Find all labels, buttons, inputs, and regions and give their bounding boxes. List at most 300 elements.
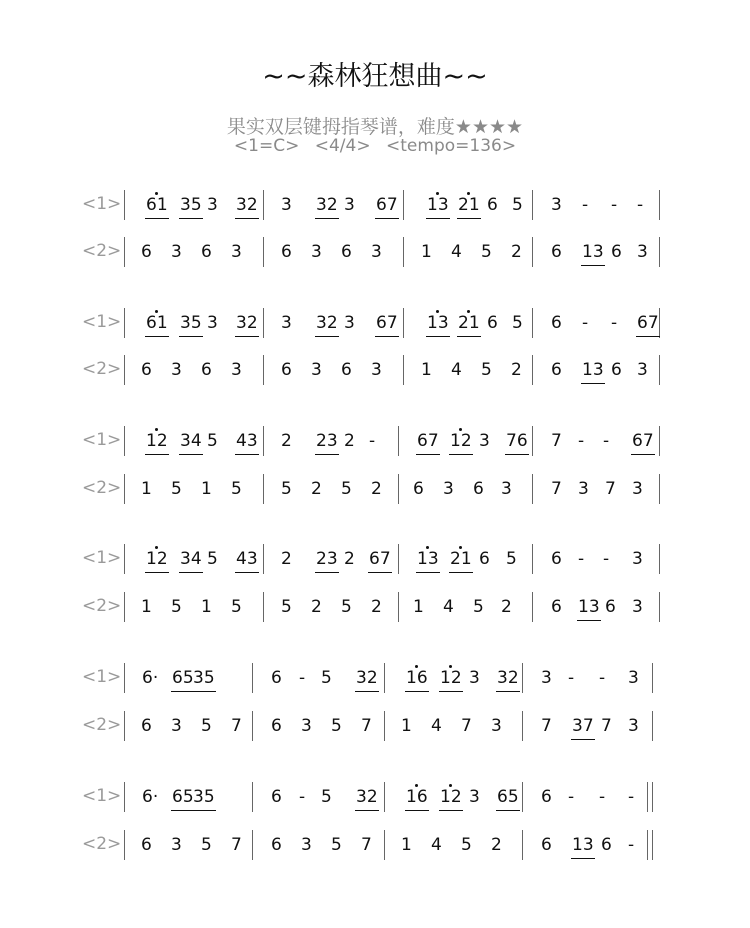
note-group: 2 <box>311 597 322 617</box>
note-group: 3 <box>301 835 312 855</box>
barline <box>263 426 264 456</box>
note-group: 3 <box>171 835 182 855</box>
time-signature: <4/4> <box>314 136 371 156</box>
voice-label: <1> <box>82 548 122 568</box>
staff-line-voice-1 <box>0 190 750 220</box>
voice-label: <1> <box>82 667 122 687</box>
beam-underline <box>405 691 429 692</box>
note-group: - <box>637 195 644 215</box>
note-group: 7 <box>551 479 562 499</box>
beam-underline <box>496 691 520 692</box>
note-group: 6 <box>141 360 152 380</box>
beam-underline <box>192 691 216 692</box>
octave-dot <box>436 310 439 313</box>
note-group: 12 <box>440 788 462 806</box>
octave-dot <box>459 546 462 549</box>
note-group: 16 <box>406 669 428 687</box>
octave-dot <box>467 192 470 195</box>
barline <box>252 830 253 860</box>
note-group: 3 <box>207 195 218 215</box>
note-group: 7 <box>361 835 372 855</box>
note-group: 4 <box>443 597 454 617</box>
barline <box>263 544 264 574</box>
beam-underline <box>368 572 392 573</box>
note-group: 13 <box>427 314 449 332</box>
barline <box>124 830 125 860</box>
barline <box>384 830 385 860</box>
note-group: 5 <box>341 479 352 499</box>
barline <box>124 355 125 385</box>
barline <box>659 308 660 338</box>
barline <box>124 782 125 812</box>
beam-underline <box>315 218 339 219</box>
barline <box>403 237 404 267</box>
barline <box>124 308 125 338</box>
note-group: 6 <box>551 549 562 569</box>
note-group: 67 <box>417 432 439 450</box>
note-group: 2 <box>511 242 522 262</box>
beam-underline <box>457 218 481 219</box>
note-group: 6 <box>551 597 562 617</box>
note-group: 1 <box>421 242 432 262</box>
note-group: 32 <box>356 669 378 687</box>
note-group: 1 <box>141 479 152 499</box>
note-group: 35 <box>193 788 215 806</box>
note-group: 5 <box>231 479 242 499</box>
note-group: 6 <box>281 360 292 380</box>
note-group: 6 <box>479 549 490 569</box>
note-group: 34 <box>180 432 202 450</box>
note-group: 6 <box>271 787 282 807</box>
note-group: 3 <box>171 716 182 736</box>
note-group: - <box>599 787 606 807</box>
note-group: 6 <box>201 242 212 262</box>
barline <box>252 782 253 812</box>
note-group: - <box>578 549 585 569</box>
note-group: 2 <box>491 835 502 855</box>
octave-dot <box>449 784 452 787</box>
note-group: 6 <box>271 716 282 736</box>
note-group: - <box>628 787 635 807</box>
note-group: 2 <box>344 431 355 451</box>
voice-label: <2> <box>82 596 122 616</box>
beam-underline <box>179 572 203 573</box>
note-group: 6 <box>611 360 622 380</box>
barline <box>124 711 125 741</box>
note-group: 3 <box>344 313 355 333</box>
voice-label: <1> <box>82 786 122 806</box>
staff-line-voice-1 <box>0 308 750 338</box>
note-group: 5 <box>321 668 332 688</box>
barline <box>659 237 660 267</box>
barline <box>398 474 399 504</box>
barline <box>532 592 533 622</box>
octave-dot <box>426 546 429 549</box>
note-group: 3 <box>281 313 292 333</box>
beam-underline <box>192 810 216 811</box>
note-group: 4 <box>451 360 462 380</box>
beam-underline <box>179 454 203 455</box>
note-group: 2 <box>311 479 322 499</box>
note-group: 6 <box>141 242 152 262</box>
staff-line-voice-1 <box>0 782 750 812</box>
note-group: 1 <box>401 716 412 736</box>
staff-line-voice-2 <box>0 711 750 741</box>
note-group: 4 <box>431 716 442 736</box>
beam-underline <box>315 572 339 573</box>
beam-underline <box>449 572 473 573</box>
beam-underline <box>145 218 169 219</box>
note-group: 35 <box>180 196 202 214</box>
barline <box>384 711 385 741</box>
barline <box>659 426 660 456</box>
note-group: 67 <box>637 314 659 332</box>
note-group: 3 <box>551 195 562 215</box>
note-group: 32 <box>236 314 258 332</box>
note-group: 5 <box>201 835 212 855</box>
beam-underline <box>179 336 203 337</box>
note-group: 37 <box>572 717 594 735</box>
barline <box>532 474 533 504</box>
beam-underline <box>581 265 605 266</box>
note-group: 2 <box>371 479 382 499</box>
note-group: 61 <box>146 314 168 332</box>
note-group: 3 <box>443 479 454 499</box>
note-group: 6 <box>487 313 498 333</box>
voice-label: <1> <box>82 194 122 214</box>
note-group: 3 <box>344 195 355 215</box>
beam-underline <box>145 336 169 337</box>
note-group: 3 <box>632 479 643 499</box>
note-group: 32 <box>316 196 338 214</box>
note-group: 67 <box>369 550 391 568</box>
song-title: ~~森林狂想曲~~ <box>262 61 488 92</box>
note-group: 2 <box>511 360 522 380</box>
note-group: 7 <box>461 716 472 736</box>
note-group: 67 <box>632 432 654 450</box>
note-group: 5 <box>331 835 342 855</box>
barline <box>652 830 653 860</box>
note-group: 3 <box>628 716 639 736</box>
note-group: - <box>603 549 610 569</box>
note-group: - <box>299 787 306 807</box>
barline <box>652 782 653 812</box>
barline <box>124 474 125 504</box>
note-group: - <box>603 431 610 451</box>
note-group: 3 <box>171 360 182 380</box>
beam-underline <box>505 454 529 455</box>
barline <box>263 592 264 622</box>
note-group: 16 <box>406 788 428 806</box>
note-group: 5 <box>506 549 517 569</box>
note-group: 5 <box>341 597 352 617</box>
barline <box>384 782 385 812</box>
note-group: 3 <box>281 195 292 215</box>
staff-line-voice-2 <box>0 237 750 267</box>
note-group: 3 <box>301 716 312 736</box>
barline <box>532 190 533 220</box>
note-group: 6· <box>142 787 159 807</box>
note-group: 5 <box>461 835 472 855</box>
song-subtitle: 果实双层键拇指琴谱，难度★★★★ <box>226 116 524 138</box>
note-group: 6 <box>605 597 616 617</box>
note-group: 65 <box>172 669 194 687</box>
note-group: 32 <box>497 669 519 687</box>
voice-label: <2> <box>82 359 122 379</box>
note-group: 3 <box>231 242 242 262</box>
note-group: 5 <box>171 479 182 499</box>
note-group: 5 <box>473 597 484 617</box>
note-group: 6 <box>413 479 424 499</box>
note-group: 6· <box>142 668 159 688</box>
note-group: 21 <box>458 314 480 332</box>
tempo-marking: <tempo=136> <box>386 136 517 156</box>
note-group: 5 <box>171 597 182 617</box>
beam-underline <box>496 810 520 811</box>
note-group: 4 <box>451 242 462 262</box>
note-group: 5 <box>231 597 242 617</box>
barline <box>659 355 660 385</box>
beam-underline <box>375 218 399 219</box>
note-group: 6 <box>271 668 282 688</box>
note-group: 6 <box>551 242 562 262</box>
note-group: 76 <box>506 432 528 450</box>
note-group: 3 <box>171 242 182 262</box>
note-group: 1 <box>401 835 412 855</box>
note-group: 3 <box>231 360 242 380</box>
note-group: 5 <box>321 787 332 807</box>
barline <box>659 190 660 220</box>
staff-line-voice-1 <box>0 663 750 693</box>
note-group: - <box>578 431 585 451</box>
barline <box>263 308 264 338</box>
note-group: 4 <box>431 835 442 855</box>
note-group: 43 <box>236 432 258 450</box>
note-group: - <box>582 313 589 333</box>
note-group: 6 <box>551 360 562 380</box>
beam-underline <box>631 454 655 455</box>
barline <box>263 355 264 385</box>
note-group: 43 <box>236 550 258 568</box>
note-group: 67 <box>376 314 398 332</box>
note-group: 13 <box>582 243 604 261</box>
note-group: 3 <box>501 479 512 499</box>
note-group: 13 <box>572 836 594 854</box>
barline <box>403 308 404 338</box>
note-group: 5 <box>512 195 523 215</box>
note-group: 7 <box>551 431 562 451</box>
note-group: 6 <box>601 835 612 855</box>
note-group: 6 <box>141 835 152 855</box>
note-group: 3 <box>311 242 322 262</box>
note-group: 13 <box>417 550 439 568</box>
beam-underline <box>355 810 379 811</box>
note-group: 13 <box>582 361 604 379</box>
octave-dot <box>415 784 418 787</box>
note-group: 65 <box>172 788 194 806</box>
beam-underline <box>416 572 440 573</box>
barline <box>659 474 660 504</box>
note-group: - <box>611 195 618 215</box>
note-group: 32 <box>236 196 258 214</box>
beam-underline <box>581 383 605 384</box>
barline <box>522 830 523 860</box>
note-group: 5 <box>207 549 218 569</box>
note-group: 2 <box>281 431 292 451</box>
barline <box>124 663 125 693</box>
note-group: 3 <box>632 549 643 569</box>
staff-line-voice-2 <box>0 592 750 622</box>
note-group: 7 <box>231 716 242 736</box>
song-meta <box>0 136 750 156</box>
note-group: 1 <box>421 360 432 380</box>
beam-underline <box>457 336 481 337</box>
note-group: 2 <box>281 549 292 569</box>
note-group: 2 <box>501 597 512 617</box>
octave-dot <box>155 310 158 313</box>
note-group: 3 <box>578 479 589 499</box>
beam-underline <box>145 572 169 573</box>
beam-underline <box>355 691 379 692</box>
note-group: 3 <box>311 360 322 380</box>
note-group: 7 <box>361 716 372 736</box>
note-group: 7 <box>231 835 242 855</box>
barline <box>532 308 533 338</box>
note-group: 6 <box>541 835 552 855</box>
barline <box>659 592 660 622</box>
beam-underline <box>235 336 259 337</box>
barline <box>532 355 533 385</box>
note-group: 35 <box>193 669 215 687</box>
beam-underline <box>449 454 473 455</box>
octave-dot <box>415 665 418 668</box>
staff-line-voice-2 <box>0 474 750 504</box>
beam-underline <box>571 858 595 859</box>
barline <box>532 237 533 267</box>
staff-line-voice-2 <box>0 355 750 385</box>
final-barline <box>647 782 648 812</box>
barline <box>403 355 404 385</box>
note-group: 3 <box>632 597 643 617</box>
barline <box>652 663 653 693</box>
voice-label: <1> <box>82 430 122 450</box>
note-group: - <box>599 668 606 688</box>
voice-label: <1> <box>82 312 122 332</box>
barline <box>652 711 653 741</box>
barline <box>398 592 399 622</box>
note-group: 5 <box>481 242 492 262</box>
beam-underline <box>405 810 429 811</box>
barline <box>398 544 399 574</box>
note-group: 3 <box>637 242 648 262</box>
note-group: 2 <box>344 549 355 569</box>
note-group: 23 <box>316 550 338 568</box>
octave-dot <box>449 665 452 668</box>
beam-underline <box>577 620 601 621</box>
barline <box>124 592 125 622</box>
note-group: 21 <box>458 196 480 214</box>
octave-dot <box>155 546 158 549</box>
note-group: 3 <box>371 242 382 262</box>
note-group: 6 <box>551 313 562 333</box>
note-group: 21 <box>450 550 472 568</box>
barline <box>263 474 264 504</box>
octave-dot <box>467 310 470 313</box>
note-group: 6 <box>281 242 292 262</box>
note-group: 12 <box>450 432 472 450</box>
octave-dot <box>436 192 439 195</box>
note-group: - <box>582 195 589 215</box>
note-group: 6 <box>541 787 552 807</box>
note-group: - <box>299 668 306 688</box>
beam-underline <box>439 691 463 692</box>
note-group: 7 <box>601 716 612 736</box>
beam-underline <box>235 218 259 219</box>
note-group: 3 <box>637 360 648 380</box>
note-group: 3 <box>491 716 502 736</box>
beam-underline <box>636 336 660 337</box>
octave-dot <box>459 428 462 431</box>
beam-underline <box>315 336 339 337</box>
beam-underline <box>571 739 595 740</box>
note-group: - <box>611 313 618 333</box>
note-group: 5 <box>331 716 342 736</box>
note-group: 5 <box>207 431 218 451</box>
beam-underline <box>439 810 463 811</box>
note-group: 5 <box>512 313 523 333</box>
beam-underline <box>426 336 450 337</box>
note-group: 35 <box>180 314 202 332</box>
beam-underline <box>179 218 203 219</box>
note-group: 32 <box>316 314 338 332</box>
note-group: - <box>568 668 575 688</box>
barline <box>522 782 523 812</box>
beam-underline <box>426 218 450 219</box>
note-group: 34 <box>180 550 202 568</box>
note-group: - <box>568 787 575 807</box>
note-group: 3 <box>628 668 639 688</box>
note-group: 65 <box>497 788 519 806</box>
note-group: 3 <box>541 668 552 688</box>
note-group: 1 <box>413 597 424 617</box>
voice-label: <2> <box>82 478 122 498</box>
barline <box>522 711 523 741</box>
note-group: 7 <box>605 479 616 499</box>
beam-underline <box>416 454 440 455</box>
note-group: 6 <box>141 716 152 736</box>
beam-underline <box>145 454 169 455</box>
note-group: 5 <box>201 716 212 736</box>
note-group: 6 <box>271 835 282 855</box>
note-group: 32 <box>356 788 378 806</box>
note-group: 7 <box>541 716 552 736</box>
beam-underline <box>235 454 259 455</box>
barline <box>532 544 533 574</box>
note-group: 2 <box>371 597 382 617</box>
note-group: 3 <box>469 668 480 688</box>
note-group: 12 <box>146 550 168 568</box>
beam-underline <box>315 454 339 455</box>
note-group: 13 <box>578 598 600 616</box>
barline <box>384 663 385 693</box>
note-group: 3 <box>207 313 218 333</box>
note-group: 3 <box>469 787 480 807</box>
note-group: 6 <box>341 360 352 380</box>
barline <box>532 426 533 456</box>
note-group: 3 <box>479 431 490 451</box>
note-group: 5 <box>281 597 292 617</box>
note-group: 6 <box>487 195 498 215</box>
